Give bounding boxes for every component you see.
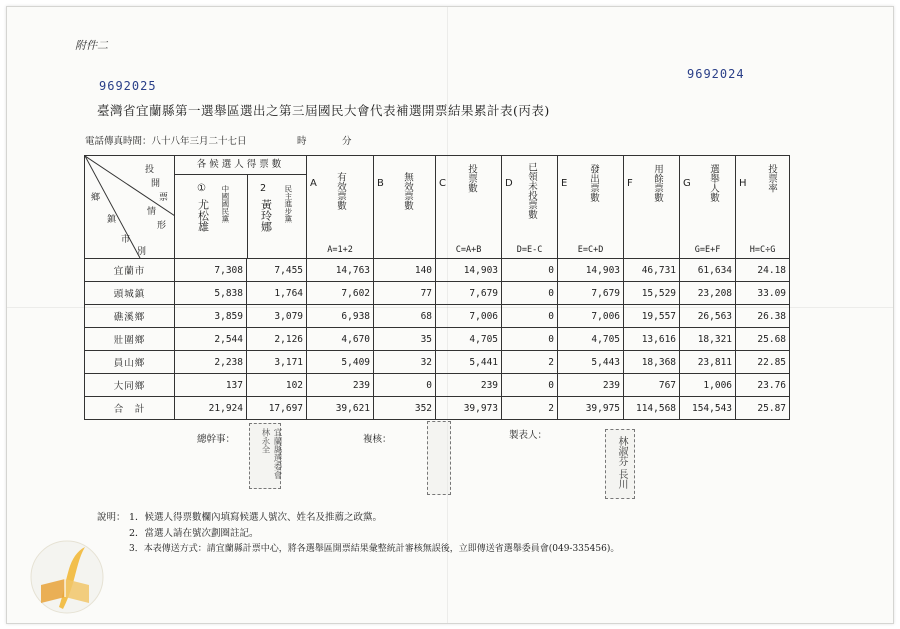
candidate-2-party: 民主進步黨 bbox=[283, 185, 293, 223]
preparer-seal bbox=[605, 429, 635, 499]
table-row: 頭城鎮 5,838 1,764 7,602 77 7,679 0 7,679 15,529 23,208 33.09 bbox=[85, 282, 790, 305]
candidate-1-name: 尤松雄 bbox=[196, 199, 210, 232]
reviewer-seal bbox=[427, 421, 451, 495]
director-seal-text: 宜蘭縣選委會 林永全 bbox=[260, 428, 282, 479]
candidate-2-number: 2 bbox=[260, 183, 267, 194]
notes-label: 說明： bbox=[97, 512, 126, 523]
corner-xiang: 鄉 bbox=[91, 193, 101, 203]
document-page bbox=[6, 6, 894, 624]
doc-number-right: 9692024 bbox=[687, 67, 745, 81]
table-row: 員山鄉 2,238 3,171 5,409 32 5,441 2 5,443 18,368 23,811 22.85 bbox=[85, 351, 790, 374]
preparer-seal-text: 林淑芬 長川 bbox=[616, 436, 627, 490]
corner-kai: 開 bbox=[151, 179, 161, 189]
column-header-f: F 用餘票數 bbox=[624, 156, 680, 259]
corner-piao: 票 bbox=[159, 193, 169, 203]
column-header-e: E 發出票數 E=C+D bbox=[558, 156, 624, 259]
column-header-d: D 已領未投票數 D=E-C bbox=[502, 156, 558, 259]
corner-tou: 投 bbox=[145, 165, 155, 175]
candidate-2-name: 黃玲娜 bbox=[259, 199, 273, 232]
corner-header-cell bbox=[85, 156, 175, 259]
column-header-g: G 選舉人數 G=E+F bbox=[680, 156, 736, 259]
page-title: 臺灣省宜蘭縣第一選舉區選出之第三屆國民大會代表補選開票結果累計表(丙表) bbox=[97, 103, 550, 118]
note-item-2: 2．當選人請在號次劃圈註記。 bbox=[129, 528, 259, 539]
corner-xing: 形 bbox=[157, 221, 167, 231]
column-header-h: H 投票率 H=C÷G bbox=[736, 156, 790, 259]
corner-qing: 情 bbox=[147, 207, 157, 217]
doc-number-left: 9692025 bbox=[99, 79, 157, 93]
table-row: 大同鄉 137 102 239 0 239 0 239 767 1,006 23.76 bbox=[85, 374, 790, 397]
director-seal bbox=[249, 423, 281, 489]
candidate-2 bbox=[248, 175, 308, 258]
corner-bie: 別 bbox=[137, 247, 147, 257]
results-table bbox=[84, 155, 790, 420]
director-label: 總幹事： bbox=[197, 434, 236, 445]
corner-shi: 市 bbox=[121, 235, 131, 245]
reviewer-label: 複核： bbox=[363, 434, 392, 445]
table-row: 壯圍鄉 2,544 2,126 4,670 35 4,705 0 4,705 13,616 18,321 25.68 bbox=[85, 328, 790, 351]
preparer-label: 製表人： bbox=[509, 430, 548, 441]
report-time-minute: 分 bbox=[342, 136, 352, 147]
column-header-a: A 有效票數 A=1+2 bbox=[307, 156, 374, 259]
column-header-b: B 無效票數 bbox=[374, 156, 436, 259]
report-time-hour: 時 bbox=[297, 136, 307, 147]
table-row: 礁溪鄉 3,859 3,079 6,938 68 7,006 0 7,006 19,557 26,563 26.38 bbox=[85, 305, 790, 328]
candidate-1-party: 中國國民黨 bbox=[220, 185, 230, 223]
candidate-1 bbox=[175, 175, 247, 258]
votes-header-label: 各候選人得票數 bbox=[175, 156, 306, 175]
archive-logo bbox=[27, 533, 113, 619]
table-row-total: 合 計 21,924 17,697 39,621 352 39,973 2 39,975 114,568 154,543 25.87 bbox=[85, 397, 790, 420]
candidate-votes-header bbox=[175, 156, 307, 259]
table-row: 宜蘭市 7,308 7,455 14,763 140 14,903 0 14,903 46,731 61,634 24.18 bbox=[85, 259, 790, 282]
candidate-1-number: ① bbox=[197, 183, 206, 194]
column-header-c: C 投票數 C=A+B bbox=[436, 156, 502, 259]
corner-zhen: 鎮 bbox=[107, 215, 117, 225]
report-time-label: 電話傳真時間：八十八年三月二十七日 bbox=[85, 136, 247, 147]
taiwan-book-icon bbox=[27, 533, 113, 619]
note-item-1: 1．候選人得票數欄內填寫候選人號次、姓名及推薦之政黨。 bbox=[129, 512, 383, 523]
annex-label: 附件二 bbox=[75, 39, 108, 52]
note-item-3: 3．本表傳送方式：請宜蘭縣計票中心，將各選舉區開票結果彙整統計審核無誤後，立即傳送省選舉委員會(049-335456)。 bbox=[129, 544, 620, 554]
